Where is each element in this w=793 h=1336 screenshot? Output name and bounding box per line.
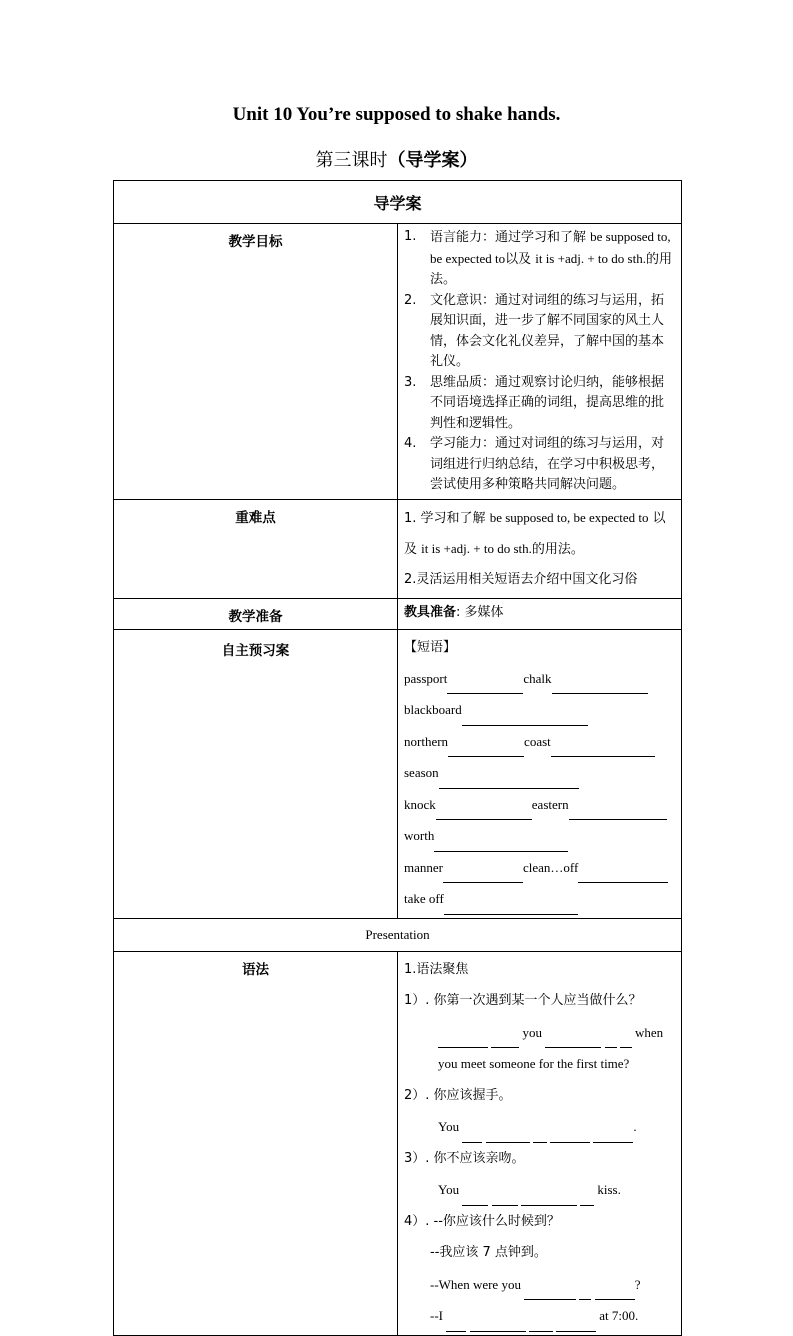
lesson-plan-table xyxy=(113,180,682,1336)
phrase-row: northern coastseason xyxy=(404,726,675,789)
objective-text: 文化意识：通过对词组的练习与运用，拓展知识面，进一步了解不同国家的风土人情，体会文化礼仪差异，了解中国的基本礼仪。 xyxy=(430,292,665,369)
preview-heading: 【短语】 xyxy=(404,639,457,655)
phrase-row: passport chalkblackboard xyxy=(404,663,675,726)
phrase-row: manner clean…offtake off xyxy=(404,852,675,915)
objective-num: 4. xyxy=(404,436,417,451)
key-points-label: 重难点 xyxy=(114,499,398,598)
objective-text: 思维品质：通过观察讨论归纳，能够根据不同语境选择正确的词组，提高思维的批判性和逻辑性。 xyxy=(430,374,665,431)
grammar-q4: 4）. --你应该什么时候到？ xyxy=(404,1213,560,1229)
grammar-content xyxy=(398,951,682,1335)
grammar-label: 语法 xyxy=(114,951,398,1335)
prep-content xyxy=(398,598,682,629)
grammar-q1: 1）. 你第一次遇到某一个人应当做什么？ xyxy=(404,993,642,1008)
prep-key: 教具准备 xyxy=(404,604,457,620)
grammar-q1-en: you when you meet someone for the first time? xyxy=(438,1024,664,1071)
grammar-heading: 1.语法聚焦 xyxy=(404,961,469,977)
objective-num: 3. xyxy=(404,374,417,390)
objectives-label: 教学目标 xyxy=(114,224,398,500)
document-subtitle xyxy=(0,146,793,172)
key-point-1: 1. 学习和了解 be supposed to, be expected to 以及 it is +adj. + to do sth.的用法。 xyxy=(404,509,666,557)
grammar-q3: 3）. 你不应该亲吻。 xyxy=(404,1150,525,1166)
table-header: 导学案 xyxy=(114,181,682,224)
grammar-q3-en: You kiss. xyxy=(404,1174,675,1206)
preview-content xyxy=(398,629,682,918)
grammar-q2-en: You . xyxy=(404,1111,675,1143)
phrase-row: knock easternworth xyxy=(404,789,675,852)
objective-text: 语言能力：通过学习和了解 be supposed to, be expected to以及 it is +adj. + to do sth.的用法。 xyxy=(430,229,672,287)
subtitle-main: 第三课时 xyxy=(315,150,388,171)
prep-label: 教学准备 xyxy=(114,598,398,629)
objective-num: 1. xyxy=(404,229,417,244)
grammar-q4-a: --我应该 7 点钟到。 xyxy=(430,1245,547,1260)
key-points-content xyxy=(398,499,682,598)
document-title: Unit 10 You’re supposed to shake hands. xyxy=(232,104,561,125)
prep-value: : 多媒体 xyxy=(456,604,504,620)
grammar-q2: 2）. 你应该握手。 xyxy=(404,1087,512,1103)
objective-num: 2. xyxy=(404,292,417,308)
presentation-row: Presentation xyxy=(114,918,682,951)
objectives-content xyxy=(398,224,682,500)
subtitle-paren: （导学案） xyxy=(387,150,478,171)
preview-label: 自主预习案 xyxy=(114,629,398,918)
objective-text: 学习能力：通过对词组的练习与运用，对词组进行归纳总结，在学习中积极思考，尝试使用多种策略共同解决问题。 xyxy=(430,436,665,492)
grammar-q4-b: --When were you ? xyxy=(404,1269,675,1301)
grammar-q4-c: --I at 7:00. xyxy=(404,1300,675,1332)
key-point-2: 2.灵活运用相关短语去介绍中国文化习俗 xyxy=(404,571,638,587)
